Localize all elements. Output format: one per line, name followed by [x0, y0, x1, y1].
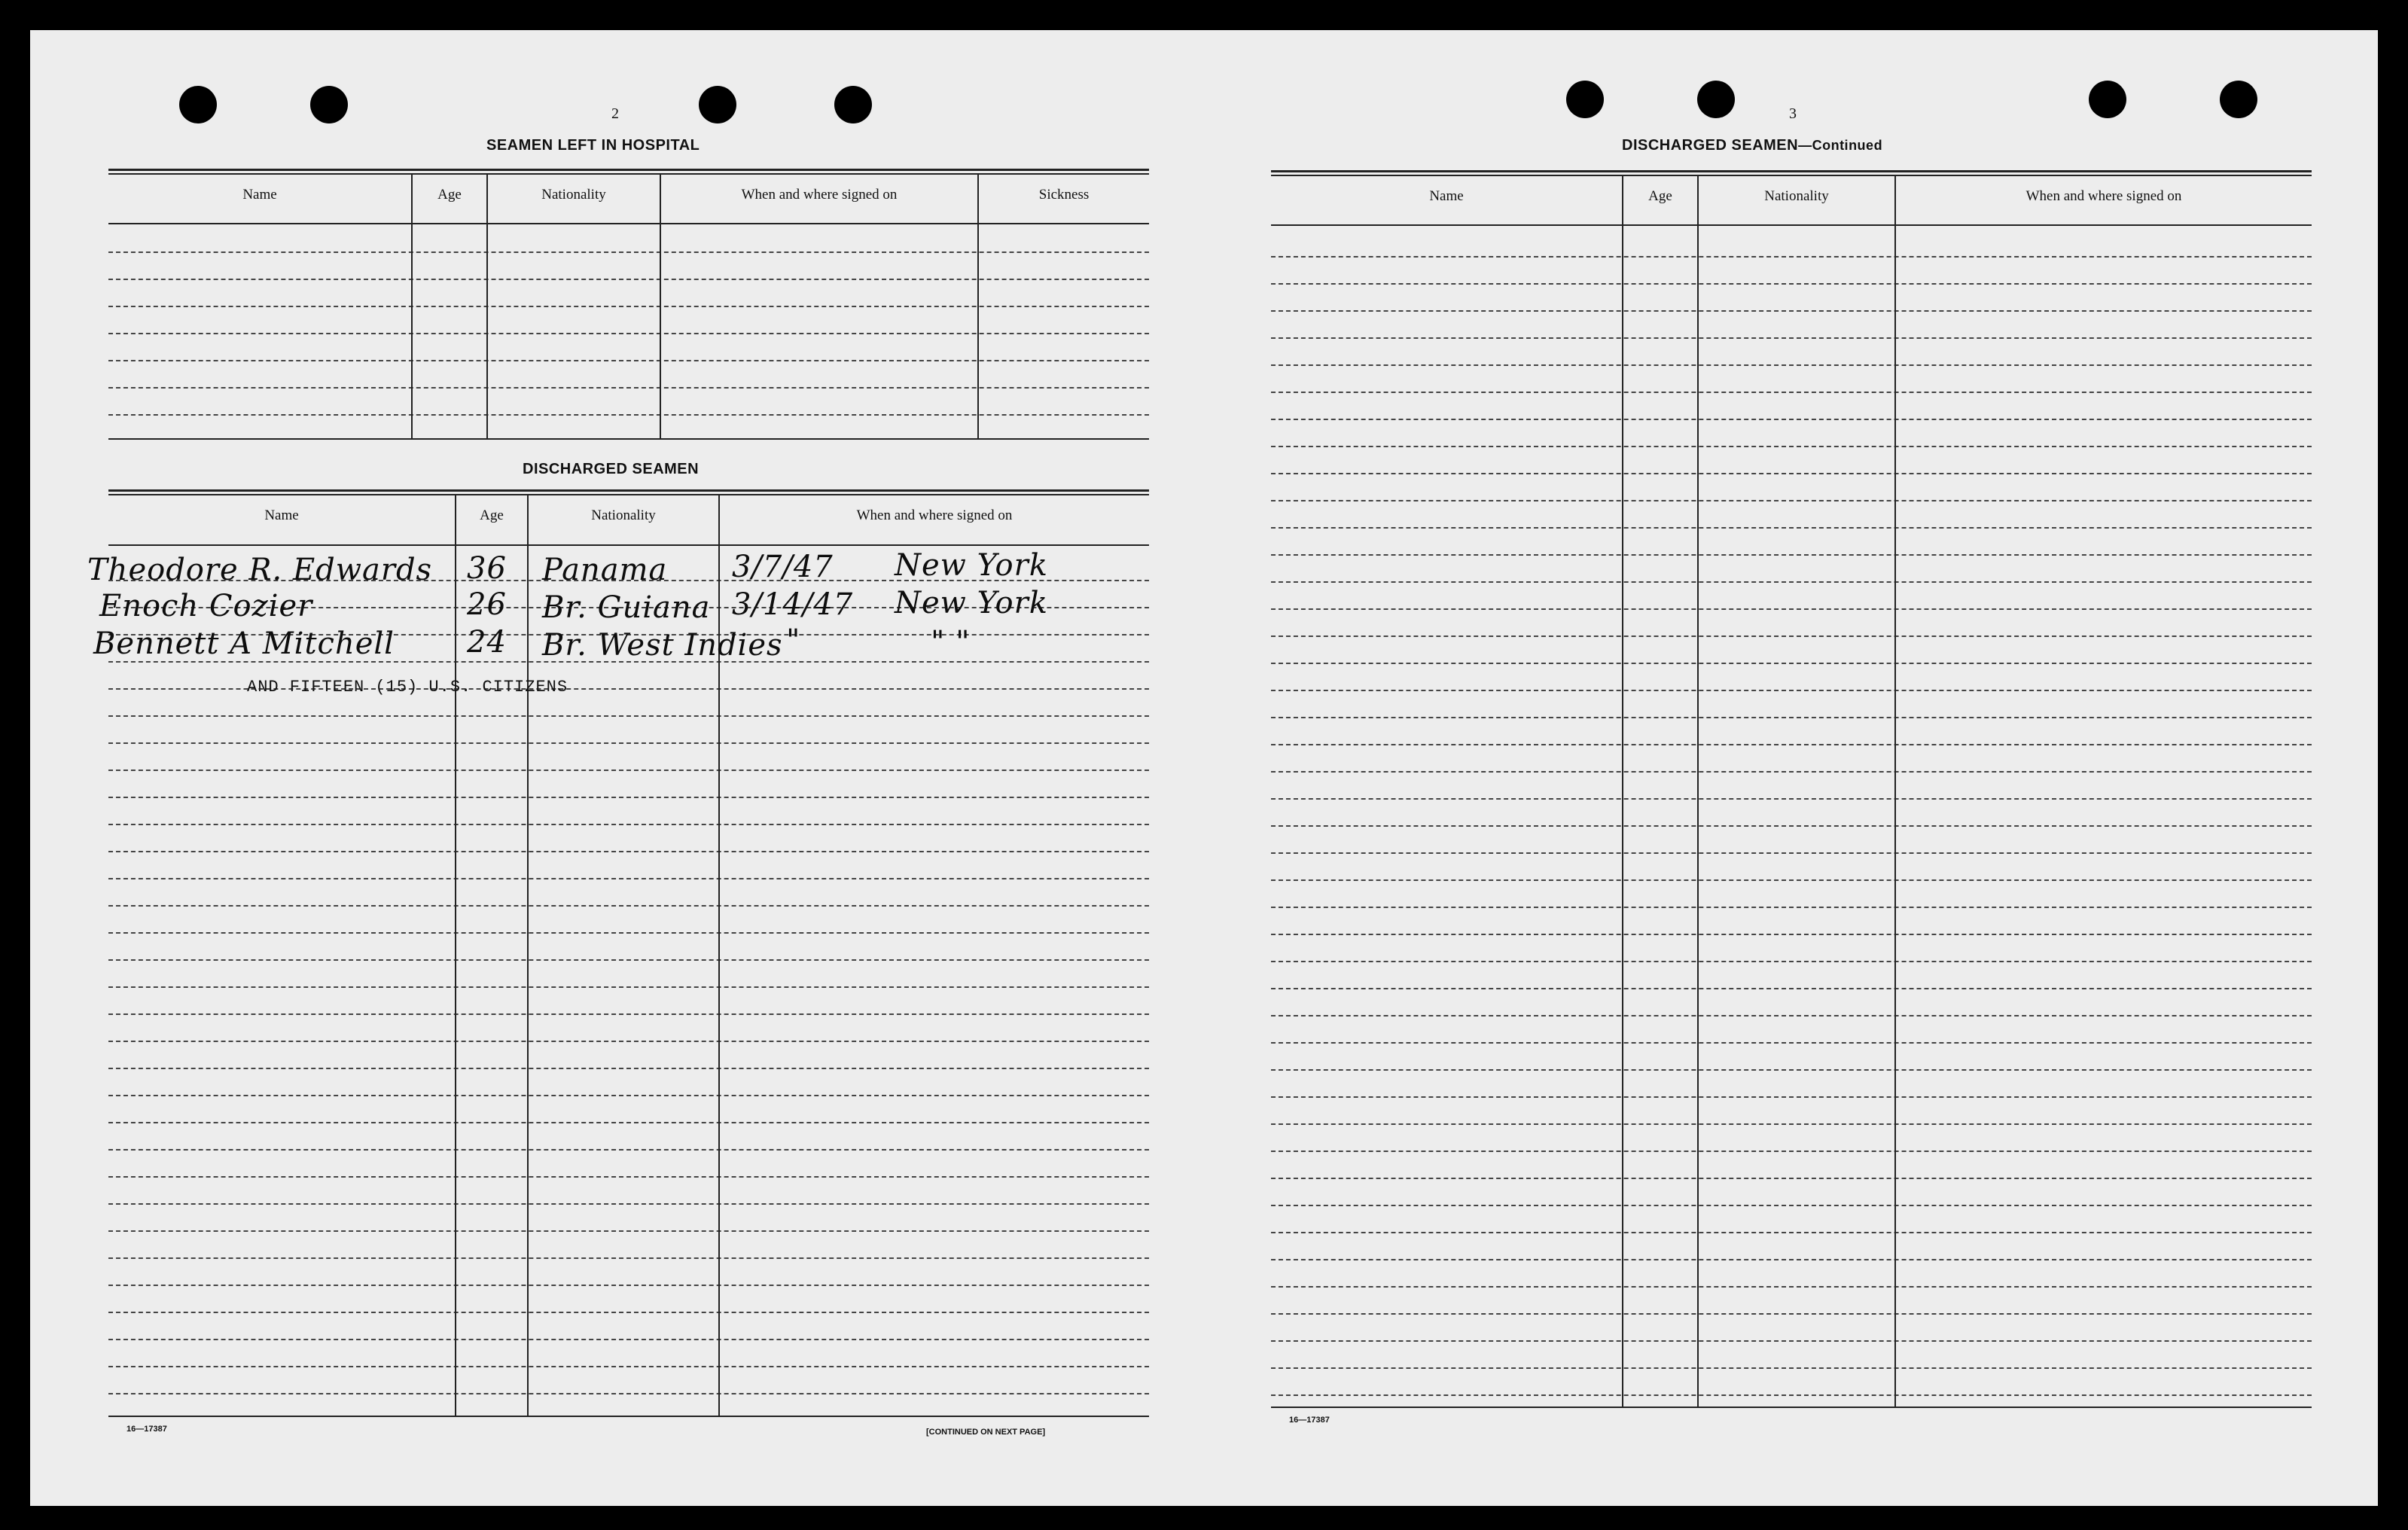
- ruled-line: [108, 1122, 1149, 1123]
- ruled-line: [1271, 608, 2312, 610]
- ruled-line: [108, 1068, 1149, 1069]
- form-number-left: 16—17387: [126, 1425, 167, 1434]
- seaman-nationality: Panama: [542, 553, 668, 587]
- ruled-line: [1271, 283, 2312, 285]
- ruled-line: [108, 387, 1149, 389]
- ruled-line: [108, 824, 1149, 825]
- ruled-line: [1271, 500, 2312, 501]
- hospital-col-signed-on: When and where signed on: [741, 187, 898, 203]
- seaman-signed-date: 3/14/47: [732, 587, 854, 622]
- ruled-line: [1271, 473, 2312, 474]
- punch-hole-icon: [699, 86, 736, 123]
- ruled-line: [108, 1041, 1149, 1042]
- ruled-line: [108, 1230, 1149, 1232]
- right-section-title-main: DISCHARGED SEAMEN: [1622, 137, 1799, 154]
- ruled-line: [1271, 1015, 2312, 1016]
- seaman-age: 24: [467, 625, 507, 660]
- ruled-line: [1271, 852, 2312, 854]
- discharged-col-nationality: Nationality: [591, 507, 656, 523]
- ruled-line: [108, 306, 1149, 307]
- ruled-line: [108, 1176, 1149, 1178]
- punch-hole-icon: [834, 86, 872, 123]
- punch-hole-icon: [2220, 81, 2257, 118]
- hospital-col-name: Name: [242, 187, 277, 203]
- discharged-table-top-rule: [108, 489, 1149, 492]
- ruled-line: [1271, 663, 2312, 664]
- continued-note: [CONTINUED ON NEXT PAGE]: [926, 1428, 1046, 1437]
- page-number-right: 3: [1789, 105, 1797, 122]
- discharged-col-signed-on: When and where signed on: [856, 507, 1013, 523]
- ruled-line: [1271, 825, 2312, 827]
- ruled-line: [1271, 1205, 2312, 1206]
- ruled-line: [1271, 1232, 2312, 1233]
- ruled-line: [108, 742, 1149, 744]
- ruled-line: [1271, 717, 2312, 718]
- ruled-line: [108, 905, 1149, 907]
- seaman-age: 26: [467, 587, 507, 622]
- ruled-line: [108, 1095, 1149, 1096]
- right-col-age: Age: [1648, 188, 1672, 204]
- hospital-section-title: SEAMEN LEFT IN HOSPITAL: [486, 137, 700, 154]
- seaman-signed-place: New York: [895, 548, 1048, 583]
- seaman-name: Theodore R. Edwards: [87, 553, 433, 587]
- ruled-line: [1271, 771, 2312, 773]
- form-number-right: 16—17387: [1289, 1416, 1330, 1425]
- page-number-left: 2: [611, 105, 619, 122]
- hospital-table-top-rule: [108, 169, 1149, 171]
- ruled-line: [1271, 879, 2312, 881]
- hospital-col-nationality: Nationality: [541, 187, 606, 203]
- seaman-name: Bennett A Mitchell: [93, 626, 395, 661]
- discharged-col-name: Name: [264, 507, 299, 523]
- ruled-line: [1271, 1069, 2312, 1071]
- seaman-nationality: Br. West Indies: [542, 628, 783, 663]
- discharged-table-bottom-rule: [108, 1416, 1149, 1417]
- ruled-line: [1271, 581, 2312, 583]
- ruled-line: [108, 1257, 1149, 1259]
- document-sheet: [30, 30, 2378, 1506]
- punch-hole-icon: [1697, 81, 1735, 118]
- ruled-line: [108, 715, 1149, 717]
- ruled-line: [108, 959, 1149, 961]
- ruled-line: [1271, 554, 2312, 556]
- right-table-bottom-rule: [1271, 1407, 2312, 1408]
- ruled-line: [1271, 988, 2312, 989]
- ruled-line: [1271, 256, 2312, 258]
- ruled-line: [1271, 1096, 2312, 1098]
- ruled-line: [108, 1393, 1149, 1394]
- ruled-line: [1271, 1286, 2312, 1288]
- ruled-line: [108, 360, 1149, 361]
- ruled-line: [108, 878, 1149, 879]
- hospital-col-age: Age: [437, 187, 462, 203]
- hospital-col-sickness: Sickness: [1038, 187, 1090, 203]
- ruled-line: [108, 1312, 1149, 1313]
- ruled-line: [108, 770, 1149, 771]
- seaman-signed-date: ": [786, 623, 801, 658]
- seaman-signed-place: New York: [895, 586, 1048, 620]
- ruled-line: [1271, 744, 2312, 745]
- seaman-name: Enoch Cozier: [99, 589, 313, 623]
- ruled-line: [108, 851, 1149, 852]
- ruled-line: [1271, 446, 2312, 447]
- punch-hole-icon: [1566, 81, 1604, 118]
- right-table-top-rule: [1271, 170, 2312, 172]
- ruled-line: [108, 1285, 1149, 1286]
- ruled-line: [108, 797, 1149, 798]
- ruled-line: [108, 333, 1149, 334]
- ruled-line: [1271, 635, 2312, 637]
- ruled-line: [1271, 1313, 2312, 1315]
- ruled-line: [108, 251, 1149, 253]
- ruled-line: [1271, 961, 2312, 962]
- right-col-signed-on: When and where signed on: [2025, 188, 2182, 204]
- ruled-line: [108, 1203, 1149, 1205]
- ruled-line: [108, 414, 1149, 416]
- ruled-line: [1271, 907, 2312, 908]
- hospital-table-bottom-rule: [108, 438, 1149, 440]
- ruled-line: [1271, 310, 2312, 312]
- ruled-line: [1271, 1394, 2312, 1396]
- ruled-line: [108, 1149, 1149, 1151]
- discharged-section-title: DISCHARGED SEAMEN: [523, 461, 700, 477]
- ruled-line: [1271, 364, 2312, 366]
- ruled-line: [108, 986, 1149, 988]
- ruled-line: [1271, 1340, 2312, 1342]
- ruled-line: [1271, 1367, 2312, 1369]
- ruled-line: [1271, 527, 2312, 529]
- punch-hole-icon: [310, 86, 348, 123]
- punch-hole-icon: [2089, 81, 2126, 118]
- ruled-line: [108, 932, 1149, 934]
- ruled-line: [108, 1366, 1149, 1367]
- right-section-title-suffix: —Continued: [1798, 138, 1883, 153]
- ruled-line: [1271, 1259, 2312, 1260]
- right-col-name: Name: [1429, 188, 1464, 204]
- ruled-line: [1271, 1178, 2312, 1179]
- punch-hole-icon: [179, 86, 217, 123]
- ruled-line: [108, 1339, 1149, 1340]
- ruled-line: [1271, 1151, 2312, 1152]
- ruled-line: [108, 1013, 1149, 1015]
- typed-note: AND FIFTEEN (15) U.S. CITIZENS: [247, 678, 568, 696]
- ruled-line: [1271, 1123, 2312, 1125]
- ruled-line: [108, 279, 1149, 280]
- ruled-line: [1271, 337, 2312, 339]
- seaman-age: 36: [467, 551, 507, 586]
- ruled-line: [1271, 419, 2312, 420]
- right-col-nationality: Nationality: [1764, 188, 1829, 204]
- ruled-line: [1271, 798, 2312, 800]
- right-section-title: [1622, 137, 1882, 154]
- discharged-col-age: Age: [480, 507, 504, 523]
- seaman-nationality: Br. Guiana: [542, 590, 711, 625]
- ruled-line: [1271, 690, 2312, 691]
- ruled-line: [1271, 392, 2312, 393]
- seaman-signed-place: " ": [931, 625, 971, 660]
- ruled-line: [1271, 1042, 2312, 1044]
- ruled-line: [1271, 934, 2312, 935]
- seaman-signed-date: 3/7/47: [732, 550, 834, 584]
